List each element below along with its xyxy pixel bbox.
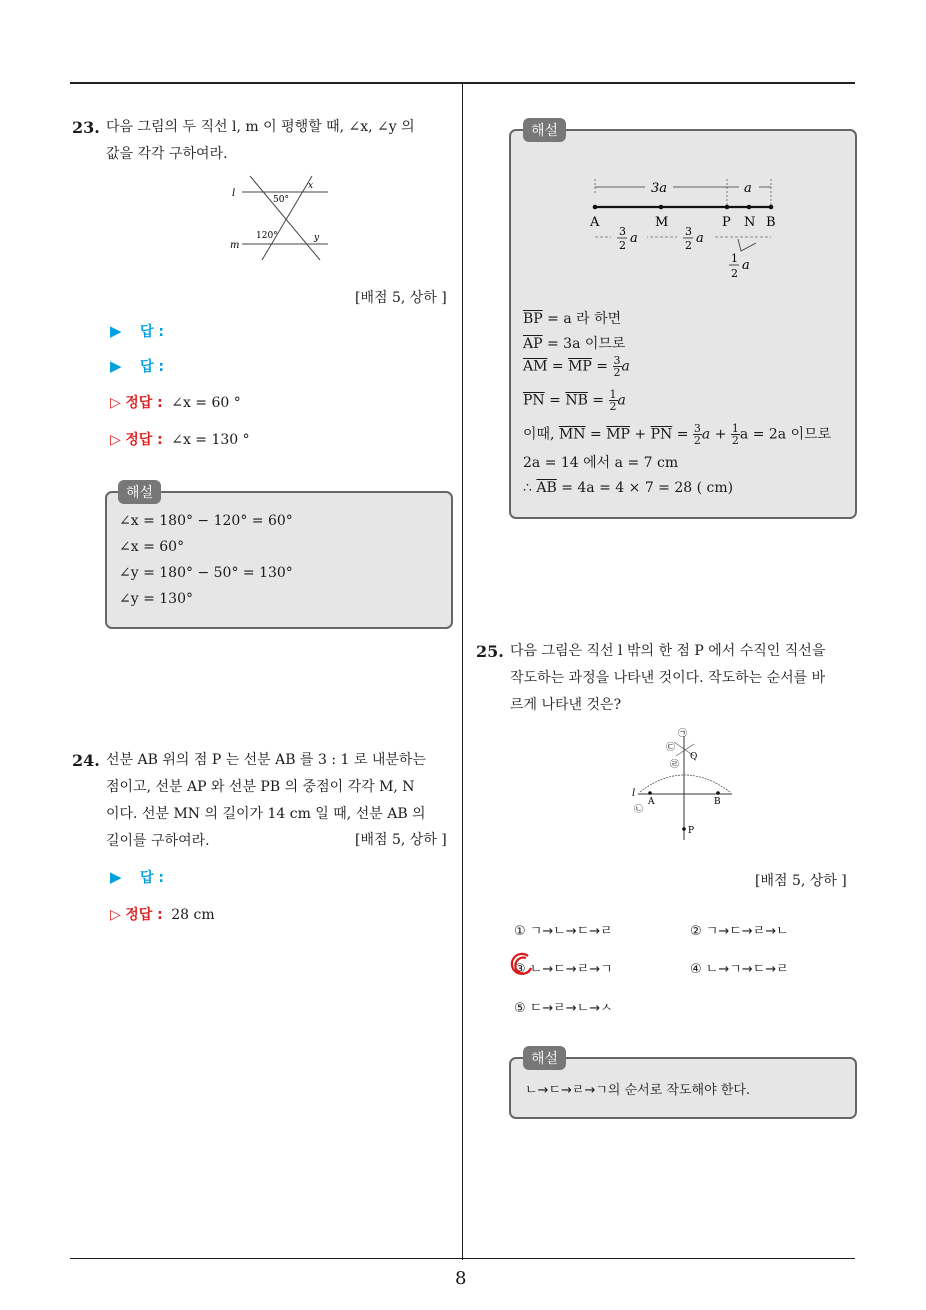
play-icon: ▶: [110, 322, 122, 340]
q24-correct-row: [110, 904, 215, 924]
step-1: ㉠: [678, 729, 688, 739]
q23-meta: [배점 5, 상하 ]: [355, 290, 447, 306]
triangle-outline-icon: ▷: [110, 432, 121, 448]
choice-2[interactable]: ② ㄱ→ㄷ→ㄹ→ㄴ: [690, 924, 789, 939]
choice-1[interactable]: ① ㄱ→ㄴ→ㄷ→ㄹ: [514, 924, 613, 939]
q24-answer-row: [110, 867, 164, 887]
step-3: ㉢: [666, 743, 676, 753]
answer-label: 답 :: [140, 870, 164, 886]
selected-answer-mark-icon: [506, 950, 536, 980]
q23-explanation-box: [105, 491, 453, 629]
q23-answer-row-1: [110, 321, 164, 341]
correct-label: 정답 :: [125, 432, 163, 448]
choice-5[interactable]: ⑤ ㄷ→ㄹ→ㄴ→ㅅ: [514, 1001, 613, 1016]
q24-exp-line4: $\overline{PN} = \overline{NB}$ = $\frac{1}{2}$ a: [523, 388, 626, 413]
answer-label: 답 :: [140, 359, 164, 375]
q23-text-line1: 다음 그림의 두 직선 l, m 이 평행할 때, ∠x, ∠y 의: [106, 119, 415, 135]
arc: [640, 775, 730, 792]
page-number: 8: [455, 1268, 467, 1289]
fig-angle-120: 120°: [256, 231, 278, 241]
q23-explanation-badge: 해설: [118, 480, 161, 504]
point-B: B: [766, 215, 776, 230]
point-A: A: [648, 797, 655, 807]
column-divider: [462, 82, 463, 1260]
q24-explanation-badge: 해설: [523, 118, 566, 142]
q23-text: [106, 114, 415, 168]
q24-text-line3: 이다. 선분 MN 의 길이가 14 cm 일 때, 선분 AB 의: [106, 806, 426, 822]
bottom-rule: [70, 1258, 855, 1259]
q25-meta: [배점 5, 상하 ]: [755, 873, 847, 889]
correct-label: 정답 :: [125, 395, 163, 411]
triangle-outline-icon: ▷: [110, 907, 121, 923]
point-P: P: [722, 215, 731, 230]
fig-label-l: l: [232, 188, 236, 199]
frac-a: a: [630, 231, 638, 246]
correct-value: ∠x = 130 °: [171, 432, 250, 448]
exp-line: ∠y = 180° − 50° = 130°: [119, 565, 293, 581]
q24-exp-line1: $\overline{BP} = a$ 라 하면: [523, 311, 622, 327]
q24-exp-line7: ∴ $\overline{AB} = 4a = 4 \times 7 = 28$ ( cm): [523, 480, 734, 496]
q24-exp-line6: 2a = 14 에서 a = 7 cm: [523, 455, 679, 471]
label-l: l: [632, 788, 636, 799]
q24-explanation-box: [509, 129, 857, 519]
fig-label-x: x: [308, 181, 314, 191]
dim-a-label: a: [744, 181, 752, 196]
point-A: A: [590, 215, 600, 230]
transversal-2: [262, 176, 312, 260]
play-icon: ▶: [110, 357, 122, 375]
frac-a: a: [696, 231, 704, 246]
q24-exp-line3: $\overline{AM} = \overline{MP}$ = $\frac{3}{2}$ a: [523, 354, 630, 379]
triangle-outline-icon: ▷: [110, 395, 121, 411]
q25-text-line3: 르게 나타낸 것은?: [510, 697, 622, 713]
step-4: ㉣: [670, 760, 680, 770]
fig-label-m: m: [230, 240, 240, 251]
fig-angle-50: 50°: [273, 195, 289, 205]
frac-den: 2: [619, 239, 626, 252]
dim-3a-label: 3a: [651, 181, 668, 196]
point-N: N: [744, 215, 756, 230]
q25-text: [510, 638, 860, 719]
q24-meta: [배점 5, 상하 ]: [355, 832, 447, 848]
exp-line: ∠x = 180° − 120° = 60°: [119, 513, 293, 529]
exp-line: ∠y = 130°: [119, 591, 193, 607]
point-M: M: [655, 215, 669, 230]
q23-number: 23.: [72, 118, 100, 137]
choice-3[interactable]: ③ ㄴ→ㄷ→ㄹ→ㄱ: [514, 962, 613, 977]
half-num: 1: [731, 252, 738, 265]
q24-text-line2: 점이고, 선분 AP 와 선분 PB 의 중점이 각각 M, N: [106, 779, 415, 795]
q23-correct-row-2: [110, 429, 250, 449]
choice-4[interactable]: ④ ㄴ→ㄱ→ㄷ→ㄹ: [690, 962, 789, 977]
point-Q: Q: [690, 752, 698, 762]
correct-label: 정답 :: [125, 907, 163, 923]
point-B: B: [714, 797, 721, 807]
play-icon: ▶: [110, 868, 122, 886]
q25-text-line2: 작도하는 과정을 나타낸 것이다. 작도하는 순서를 바: [510, 670, 826, 686]
half-a: a: [742, 258, 750, 273]
q23-figure: [228, 172, 338, 264]
step-2: ㉡: [634, 805, 644, 815]
q24-number: 24.: [72, 751, 100, 770]
frac-num: 3: [619, 225, 626, 238]
q24-exp-line2: $\overline{AP} = 3a$ 이므로: [523, 336, 626, 352]
q24-text-line4: 길이를 구하여라.: [106, 833, 210, 849]
q25-number: 25.: [476, 642, 504, 661]
half-den: 2: [731, 267, 738, 280]
q24-segment-figure: [581, 171, 781, 286]
q25-explanation-badge: 해설: [523, 1046, 566, 1070]
q23-answer-row-2: [110, 356, 164, 376]
q23-correct-row-1: [110, 392, 241, 412]
q25-exp-line: ㄴ→ㄷ→ㄹ→ㄱ의 순서로 작도해야 한다.: [525, 1083, 751, 1098]
q25-figure: [628, 722, 738, 846]
q24-exp-line5: 이때, $\overline{MN} = \overline{MP} + \overline{PN}$ = $\frac{3}{2}$ a + $\frac{1}{2}$ a = 2a 이므로: [523, 422, 832, 447]
frac-num: 3: [685, 225, 692, 238]
correct-value: 28 cm: [171, 907, 215, 923]
fig-label-y: y: [314, 233, 320, 243]
answer-label: 답 :: [140, 324, 164, 340]
q23-text-line2: 값을 각각 구하여라.: [106, 146, 228, 162]
correct-value: ∠x = 60 °: [171, 395, 241, 411]
frac-den: 2: [685, 239, 692, 252]
q24-text-line1: 선분 AB 위의 점 P 는 선분 AB 를 3 : 1 로 내분하는: [106, 752, 426, 768]
exp-line: ∠x = 60°: [119, 539, 185, 555]
q25-text-line1: 다음 그림은 직선 l 밖의 한 점 P 에서 수직인 직선을: [510, 643, 826, 659]
point-P: P: [688, 826, 695, 836]
